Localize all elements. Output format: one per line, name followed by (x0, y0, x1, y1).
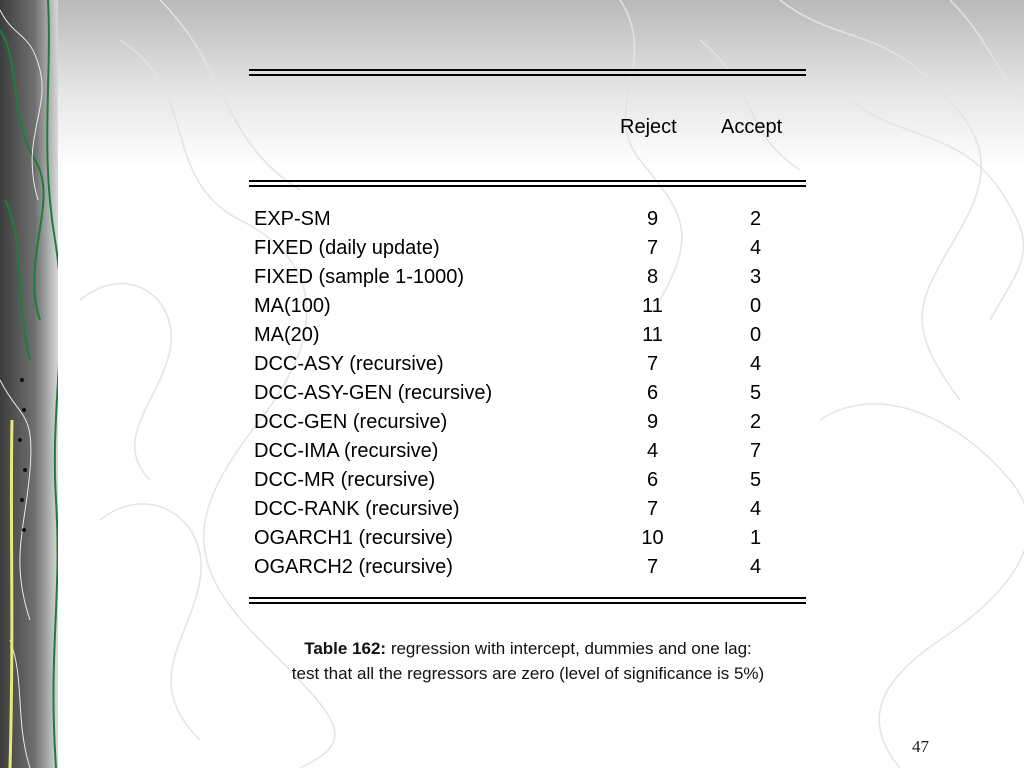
caption-text-1: regression with intercept, dummies and one lag: (386, 639, 752, 658)
table-top-rule (249, 69, 806, 78)
table-row (254, 263, 806, 292)
table-row (254, 379, 806, 408)
reject-count: 9 (646, 411, 659, 433)
table-row (254, 408, 806, 437)
accept-count: 0 (749, 324, 762, 346)
reject-count: 4 (646, 440, 659, 462)
reject-count: 10 (641, 527, 664, 549)
row-label: DCC-ASY-GEN (recursive) (254, 382, 493, 404)
row-label: OGARCH1 (recursive) (254, 527, 453, 549)
table-row (254, 321, 806, 350)
row-label: EXP-SM (254, 208, 331, 230)
table-row (254, 234, 806, 263)
column-header-reject: Reject (620, 116, 677, 138)
column-header-accept: Accept (721, 116, 783, 138)
table-row (254, 205, 806, 234)
table-bottom-rule (249, 597, 806, 606)
row-label: DCC-ASY (recursive) (254, 353, 444, 375)
accept-count: 4 (749, 353, 762, 375)
row-label: DCC-RANK (recursive) (254, 498, 460, 520)
reject-count: 9 (646, 208, 659, 230)
accept-count: 4 (749, 237, 762, 259)
caption-label: Table 162: (304, 639, 387, 658)
page-number: 47 (912, 737, 929, 756)
row-label: OGARCH2 (recursive) (254, 556, 453, 578)
caption-line-1 (240, 636, 816, 661)
reject-count: 7 (646, 556, 659, 578)
table-row (254, 553, 806, 582)
row-label: DCC-GEN (recursive) (254, 411, 448, 433)
table-body (254, 205, 806, 582)
header-bottom-rule (249, 180, 806, 189)
accept-count: 5 (749, 382, 762, 404)
table-row (254, 466, 806, 495)
caption-text-2: test that all the regressors are zero (level of significance is 5%) (291, 664, 765, 683)
table-caption (240, 636, 816, 686)
table-row (254, 495, 806, 524)
row-label: FIXED (daily update) (254, 237, 440, 259)
reject-count: 11 (642, 324, 663, 346)
accept-count: 5 (749, 469, 762, 491)
decorative-map-strip (0, 0, 58, 768)
reject-count: 7 (646, 353, 659, 375)
reject-count: 7 (646, 237, 659, 259)
accept-count: 2 (749, 411, 762, 433)
reject-count: 8 (646, 266, 659, 288)
row-label: DCC-MR (recursive) (254, 469, 436, 491)
table-row (254, 350, 806, 379)
reject-count: 6 (646, 382, 659, 404)
accept-count: 2 (749, 208, 762, 230)
accept-count: 7 (749, 440, 762, 462)
accept-count: 4 (749, 556, 762, 578)
reject-count: 11 (642, 295, 663, 317)
table-row (254, 292, 806, 321)
row-label: DCC-IMA (recursive) (254, 440, 439, 462)
row-label: FIXED (sample 1-1000) (254, 266, 465, 288)
table-row (254, 437, 806, 466)
accept-count: 3 (749, 266, 762, 288)
reject-count: 7 (646, 498, 659, 520)
reject-count: 6 (646, 469, 659, 491)
table-row (254, 524, 806, 553)
accept-count: 0 (749, 295, 762, 317)
row-label: MA(20) (254, 324, 320, 346)
accept-count: 4 (749, 498, 762, 520)
accept-count: 1 (749, 527, 762, 549)
row-label: MA(100) (254, 295, 331, 317)
